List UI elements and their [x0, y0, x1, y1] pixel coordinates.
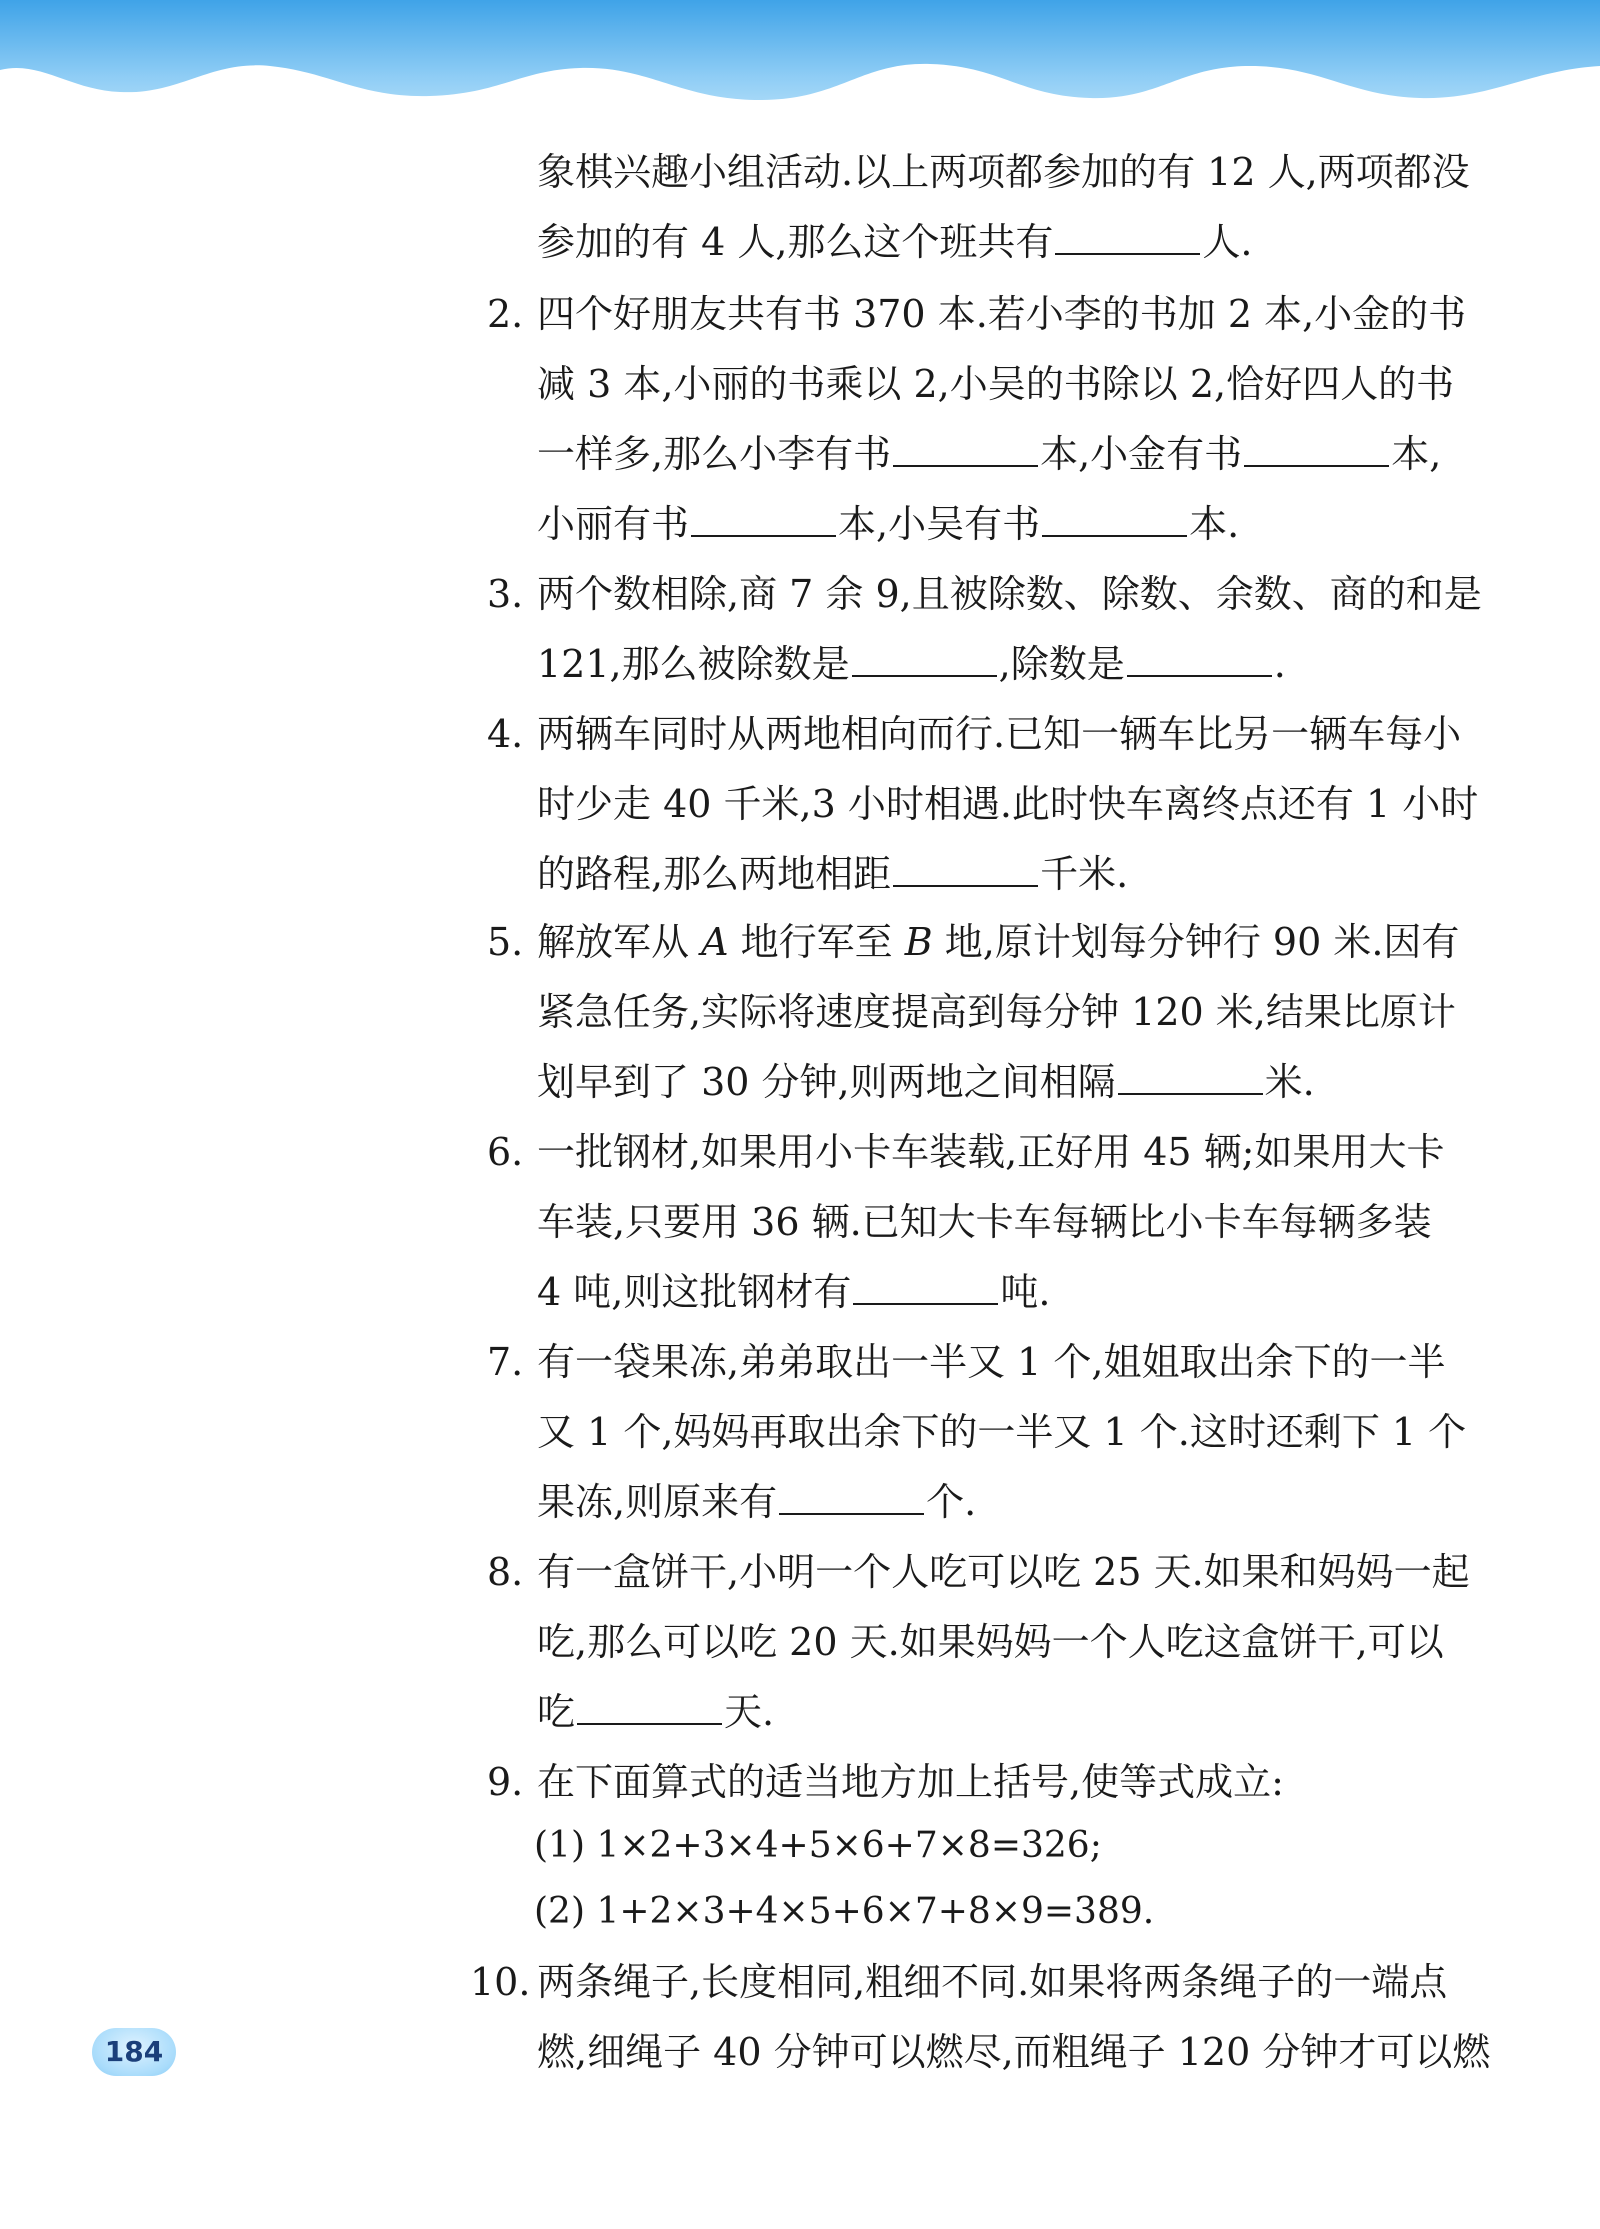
problem-1-line-2: 参加的有 4 人,那么这个班共有 人.: [537, 220, 1253, 264]
variable-a: A: [701, 920, 729, 964]
problem-9-line-1: 在下面算式的适当地方加上括号,使等式成立:: [537, 1760, 1284, 1804]
answer-blank[interactable]: [1127, 641, 1272, 677]
problem-4-line-1: 两辆车同时从两地相向而行.已知一辆车比另一辆车每小: [537, 712, 1462, 756]
problem-4-line-2: 时少走 40 千米,3 小时相遇.此时快车离终点还有 1 小时: [537, 782, 1479, 826]
problem-4-number: 4.: [487, 712, 524, 756]
page-number-badge: 184: [92, 2028, 176, 2076]
problem-6-line-1: 一批钢材,如果用小卡车装载,正好用 45 辆;如果用大卡: [537, 1130, 1445, 1174]
problem-8-line-3: 吃 天.: [537, 1690, 775, 1734]
problem-7-number: 7.: [487, 1340, 524, 1384]
problem-7-line-3: 果冻,则原来有 个.: [537, 1480, 977, 1524]
answer-blank[interactable]: [1244, 431, 1389, 467]
problem-10-line-1: 两条绳子,长度相同,粗细不同.如果将两条绳子的一端点: [537, 1960, 1448, 2004]
problem-3-line-1: 两个数相除,商 7 余 9,且被除数、除数、余数、商的和是: [537, 572, 1482, 616]
problem-6-line-3: 4 吨,则这批钢材有 吨.: [537, 1270, 1051, 1314]
problem-3-line-2: 121,那么被除数是 ,除数是 .: [537, 642, 1286, 686]
problem-9-sub-1: (1) 1×2+3×4+5×6+7×8=326;: [534, 1825, 1102, 1866]
problem-2-line-3: 一样多,那么小李有书 本,小金有书 本,: [537, 432, 1442, 476]
problem-7-line-1: 有一袋果冻,弟弟取出一半又 1 个,姐姐取出余下的一半: [537, 1340, 1446, 1384]
variable-b: B: [904, 920, 933, 964]
problem-9-sub-2: (2) 1+2×3+4×5+6×7+8×9=389.: [534, 1891, 1155, 1932]
problem-8-line-1: 有一盒饼干,小明一个人吃可以吃 25 天.如果和妈妈一起: [537, 1550, 1470, 1594]
problem-7-line-2: 又 1 个,妈妈再取出余下的一半又 1 个.这时还剩下 1 个: [537, 1410, 1467, 1454]
problem-5-line-3: 划早到了 30 分钟,则两地之间相隔 米.: [537, 1060, 1315, 1104]
problem-5-number: 5.: [487, 920, 524, 964]
problem-3-number: 3.: [487, 572, 524, 616]
problem-6-number: 6.: [487, 1130, 524, 1174]
answer-blank[interactable]: [852, 641, 997, 677]
answer-blank[interactable]: [893, 431, 1038, 467]
answer-blank[interactable]: [1055, 219, 1200, 255]
problem-1-line-1: 象棋兴趣小组活动.以上两项都参加的有 12 人,两项都没: [537, 150, 1470, 194]
answer-blank[interactable]: [893, 851, 1038, 887]
problem-9-number: 9.: [487, 1760, 524, 1804]
problem-6-line-2: 车装,只要用 36 辆.已知大卡车每辆比小卡车每辆多装: [537, 1200, 1432, 1244]
problem-2-line-4: 小丽有书 本,小吴有书 本.: [537, 502, 1240, 546]
problem-8-number: 8.: [487, 1550, 524, 1594]
problem-2-line-2: 减 3 本,小丽的书乘以 2,小吴的书除以 2,恰好四人的书: [537, 362, 1455, 406]
answer-blank[interactable]: [1042, 501, 1187, 537]
problem-5-line-2: 紧急任务,实际将速度提高到每分钟 120 米,结果比原计: [537, 990, 1456, 1034]
answer-blank[interactable]: [779, 1479, 924, 1515]
problem-2-number: 2.: [487, 292, 524, 336]
problem-10-number: 10.: [470, 1960, 531, 2004]
problem-4-line-3: 的路程,那么两地相距 千米.: [537, 852, 1129, 896]
problem-2-line-1: 四个好朋友共有书 370 本.若小李的书加 2 本,小金的书: [537, 292, 1467, 336]
answer-blank[interactable]: [691, 501, 836, 537]
problem-8-line-2: 吃,那么可以吃 20 天.如果妈妈一个人吃这盒饼干,可以: [537, 1620, 1444, 1664]
answer-blank[interactable]: [1118, 1059, 1263, 1095]
problem-5-line-1: 解放军从 A 地行军至 B 地,原计划每分钟行 90 米.因有: [537, 920, 1460, 964]
answer-blank[interactable]: [853, 1269, 998, 1305]
answer-blank[interactable]: [577, 1689, 722, 1725]
problem-10-line-2: 燃,细绳子 40 分钟可以燃尽,而粗绳子 120 分钟才可以燃: [537, 2030, 1491, 2074]
